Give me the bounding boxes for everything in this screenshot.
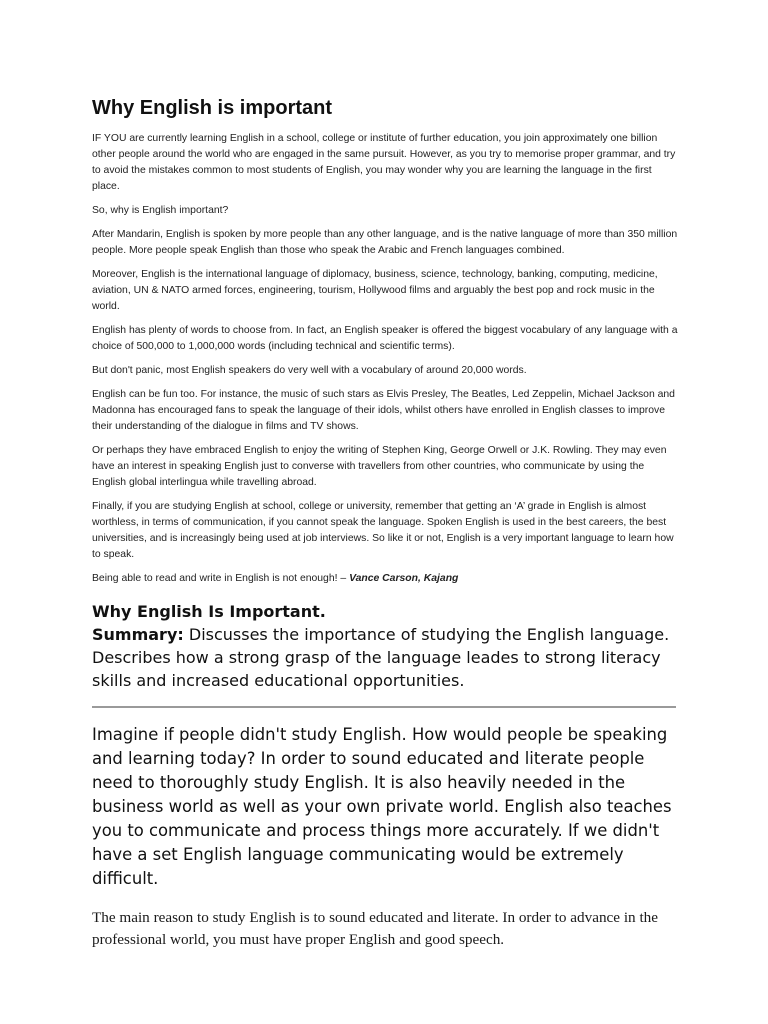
summary-heading: Why English Is Important. [92,602,326,621]
summary-body [92,623,678,692]
article-paragraph: But don't panic, most English speakers do very well with a vocabulary of around 20,000 words. [92,365,527,376]
section-divider [92,706,676,708]
article-paragraph: After Mandarin, English is spoken by more people than any other language, and is the native language of more than 350 million people. More people speak English than those who speak the Arabic and French languages combined. [92,229,678,256]
article-paragraph: IF YOU are currently learning English in a school, college or institute of further education, you join approximately one billion other people around the world who are engaged in the same pursuit. However, as you try to memorise proper grammar, and try to avoid the mistakes common to most students of English, you may wonder why you are learning the language in the first place. [92,133,676,192]
signoff-author: Vance Carson, Kajang [349,573,459,584]
summary-block [92,600,678,692]
essay-paragraph: Imagine if people didn't study English. How would people be speaking and learning today? In order to sound educated and literate people need to thoroughly study English. It is also heavily needed in the business world as well as your own private world. English also teaches you to communicate and process things more accurately. If we didn't have a set English language communicating would be extremely difficult. [92,725,672,888]
article-paragraph: Or perhaps they have embraced English to enjoy the writing of Stephen King, George Orwell or J.K. Rowling. They may even have an interest in speaking English just to converse with travellers from other countries, who communicate by using the English global interlingua while travelling abroad. [92,445,667,488]
article [92,96,678,587]
article-title: Why English is important [92,97,333,119]
article-paragraph: Finally, if you are studying English at school, college or university, remember that getting an ‘A’ grade in English is almost worthless, in terms of communication, if you cannot speak the language. Spoken English is used in the best careers, the best universities, and is increasingly being used at job interviews. So like it or not, English is a very important language to learn how to speak. [92,501,674,560]
essay-serif-paragraph: The main reason to study English is to sound educated and literate. In order to advance in the professional world, you must have proper English and good speech. [92,909,658,948]
article-signoff [92,571,678,587]
summary-label: Summary: [92,625,184,644]
signoff-text: Being able to read and write in English is not enough! – [92,573,350,584]
article-paragraph: English has plenty of words to choose from. In fact, an English speaker is offered the biggest vocabulary of any language with a choice of 500,000 to 1,000,000 words (including technical and scientific terms). [92,325,678,352]
article-paragraph: So, why is English important? [92,205,229,216]
article-paragraph: English can be fun too. For instance, the music of such stars as Elvis Presley, The Beatles, Led Zeppelin, Michael Jackson and Madonna has encouraged fans to speak the language of their idols, whilst others have enrolled in English classes to improve their understanding of the dialogue in films and TV shows. [92,389,675,432]
article-paragraph: Moreover, English is the international language of diplomacy, business, science, technology, banking, computing, medicine, aviation, UN & NATO armed forces, engineering, tourism, Hollywood films and arguably the best pop and rock music in the world. [92,269,658,312]
summary-text: Discusses the importance of studying the English language. Describes how a strong grasp of the language leades to strong literacy skills and increased educational opportunities. [92,625,670,690]
document-page [92,96,678,951]
